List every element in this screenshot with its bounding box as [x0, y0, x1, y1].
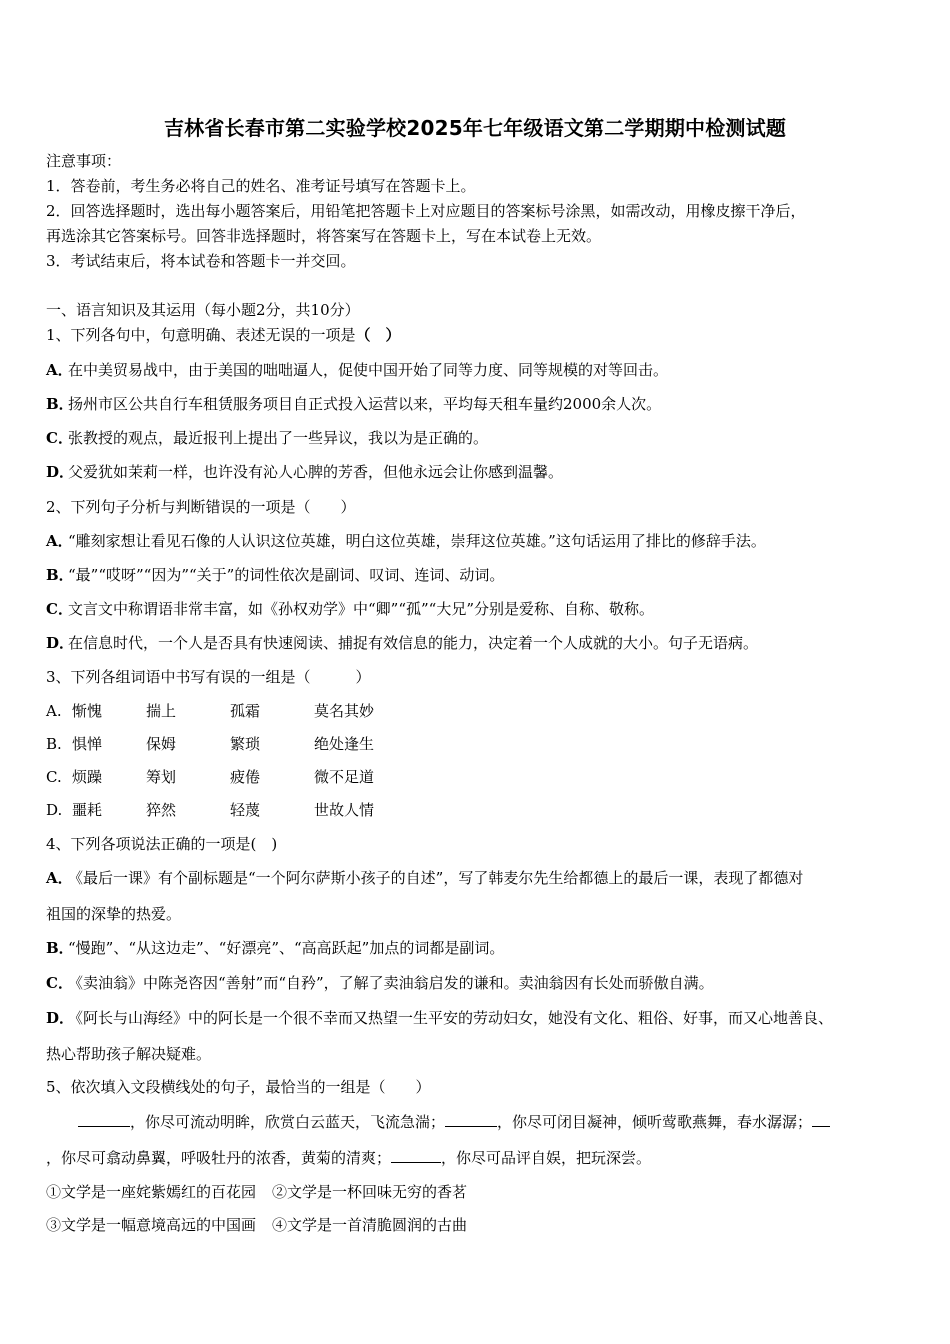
option-text: 《卖油翁》中陈尧咨因“善射”而“自矜”，了解了卖油翁启发的谦和。卖油翁因有长处而骄傲自满。	[68, 974, 714, 992]
choice-item: ②文学是一杯回味无穷的香茗	[272, 1183, 468, 1201]
option-text: 在中美贸易战中，由于美国的咄咄逼人，促使中国开始了同等力度、同等规模的对等回击。	[68, 361, 669, 379]
word: 保姆	[146, 735, 177, 753]
question-2-stem: 2、下列句子分析与判断错误的一项是（ ）	[46, 498, 356, 516]
word: 绝处逢生	[314, 735, 375, 753]
option-continuation: 热心帮助孩子解决疑难。	[46, 1045, 212, 1063]
answer-paren: （ ）	[355, 326, 401, 344]
option-text: “雕刻家想让看见石像的人认识这位英雄，明白这位英雄，崇拜这位英雄。”这句话运用了排比的修辞手法。	[68, 532, 766, 550]
word: 揣上	[146, 702, 177, 720]
choice-row	[46, 1215, 910, 1235]
choice-item: ④文学是一首清脆圆润的古曲	[272, 1216, 468, 1234]
word: 孤霜	[230, 702, 261, 720]
choice-item: ①文学是一座姹紫嫣红的百花园	[46, 1183, 257, 1201]
passage-line	[46, 1148, 910, 1168]
option-text: “慢跑”、“从这边走”、“好漂亮”、“高高跃起”加点的词都是副词。	[68, 939, 505, 957]
passage-text: ，你尽可闭目凝神，倾听莺歌燕舞，春水潺潺；	[497, 1113, 813, 1131]
option-row	[46, 360, 910, 380]
fill-blank[interactable]	[812, 1112, 830, 1127]
passage-text: ，你尽可品评自娱，把玩深尝。	[441, 1149, 652, 1167]
word-row	[46, 734, 910, 754]
option-row	[46, 462, 910, 482]
option-label: A．	[46, 869, 73, 887]
row-label: A.	[46, 702, 62, 720]
option-continuation: 祖国的深挚的热爱。	[46, 905, 182, 923]
choice-row	[46, 1182, 910, 1202]
question-1-stem	[46, 325, 910, 345]
word-row	[46, 701, 910, 721]
option-text: 张教授的观点，最近报刊上提出了一些异议，我以为是正确的。	[68, 429, 489, 447]
word: 噩耗	[72, 801, 103, 819]
notice-item: 2．回答选择题时，选出每小题答案后，用铅笔把答题卡上对应题目的答案标号涂黑，如需改动，用橡皮擦干净后，	[46, 202, 806, 220]
passage-text: ，你尽可翕动鼻翼，呼吸牡丹的浓香，黄菊的清爽；	[46, 1149, 392, 1167]
word: 微不足道	[314, 768, 375, 786]
notice-item: 3．考试结束后，将本试卷和答题卡一并交回。	[46, 252, 356, 270]
fill-blank[interactable]	[445, 1112, 497, 1127]
option-row	[46, 973, 910, 993]
word: 世故人情	[314, 801, 375, 819]
option-label: D．	[46, 1009, 75, 1027]
option-row	[46, 565, 910, 585]
option-row	[46, 428, 910, 448]
question-4-stem: 4、下列各项说法正确的一项是( )	[46, 835, 278, 853]
fill-blank[interactable]	[78, 1112, 130, 1127]
option-label: B．	[46, 395, 74, 413]
option-label: A．	[46, 361, 73, 379]
word: 疲倦	[230, 768, 261, 786]
question-5-stem: 5、依次填入文段横线处的句子，最恰当的一组是（ ）	[46, 1078, 431, 1096]
word-row	[46, 800, 910, 820]
page-title: 吉林省长春市第二实验学校2025年七年级语文第二学期期中检测试题	[163, 116, 787, 140]
question-stem-text: 1、下列各句中，句意明确、表述无误的一项是	[46, 326, 356, 344]
word: 繁琐	[230, 735, 261, 753]
option-text: 扬州市区公共自行车租赁服务项目自正式投入运营以来，平均每天租车量约2000余人次。	[68, 395, 662, 413]
option-text: 在信息时代，一个人是否具有快速阅读、捕捉有效信息的能力，决定着一个人成就的大小。句子无语病。	[68, 634, 759, 652]
option-text: 《最后一课》有个副标题是“一个阿尔萨斯小孩子的自述”，写了韩麦尔先生给都德上的最后一课，表现了都德对	[68, 869, 804, 887]
passage-line	[78, 1112, 910, 1132]
option-row	[46, 868, 910, 888]
option-label: B．	[46, 939, 74, 957]
passage-text: ，你尽可流动明眸，欣赏白云蓝天，飞流急湍；	[130, 1113, 446, 1131]
word: 莫名其妙	[314, 702, 375, 720]
notice-item: 1．答卷前，考生务必将自己的姓名、准考证号填写在答题卡上。	[46, 177, 476, 195]
option-text: 父爱犹如茉莉一样，也许没有沁人心脾的芳香，但他永远会让你感到温馨。	[68, 463, 564, 481]
notice-heading: 注意事项：	[46, 152, 122, 170]
option-row	[46, 531, 910, 551]
option-row	[46, 1008, 910, 1028]
row-label: C.	[46, 768, 62, 786]
option-row	[46, 938, 910, 958]
fill-blank[interactable]	[391, 1148, 441, 1163]
option-label: C．	[46, 974, 73, 992]
section-heading: 一、语言知识及其运用（每小题2分，共10分）	[46, 301, 360, 319]
option-row	[46, 599, 910, 619]
word: 烦躁	[72, 768, 103, 786]
option-label: A．	[46, 532, 73, 550]
word: 惧惮	[72, 735, 103, 753]
option-text: 《阿长与山海经》中的阿长是一个很不幸而又热望一生平安的劳动妇女，她没有文化、粗俗、好事，而又心地善良、	[68, 1009, 834, 1027]
word: 猝然	[146, 801, 177, 819]
row-label: D.	[46, 801, 63, 819]
word: 轻蔑	[230, 801, 261, 819]
option-text: “最”“哎呀”“因为”“关于”的词性依次是副词、叹词、连词、动词。	[68, 566, 505, 584]
row-label: B.	[46, 735, 62, 753]
option-row	[46, 394, 910, 414]
option-label: C．	[46, 429, 73, 447]
question-3-stem: 3、下列各组词语中书写有误的一组是（ ）	[46, 668, 371, 686]
option-label: D．	[46, 463, 75, 481]
option-text: 文言文中称谓语非常丰富，如《孙权劝学》中“卿”“孤”“大兄”分别是爱称、自称、敬称。	[68, 600, 655, 618]
notice-item: 再选涂其它答案标号。回答非选择题时，将答案写在答题卡上，写在本试卷上无效。	[46, 227, 602, 245]
option-label: D．	[46, 634, 75, 652]
word-row	[46, 767, 910, 787]
word: 筹划	[146, 768, 177, 786]
option-label: B．	[46, 566, 74, 584]
option-label: C．	[46, 600, 73, 618]
option-row	[46, 633, 910, 653]
word: 惭愧	[72, 702, 103, 720]
choice-item: ③文学是一幅意境高远的中国画	[46, 1216, 257, 1234]
